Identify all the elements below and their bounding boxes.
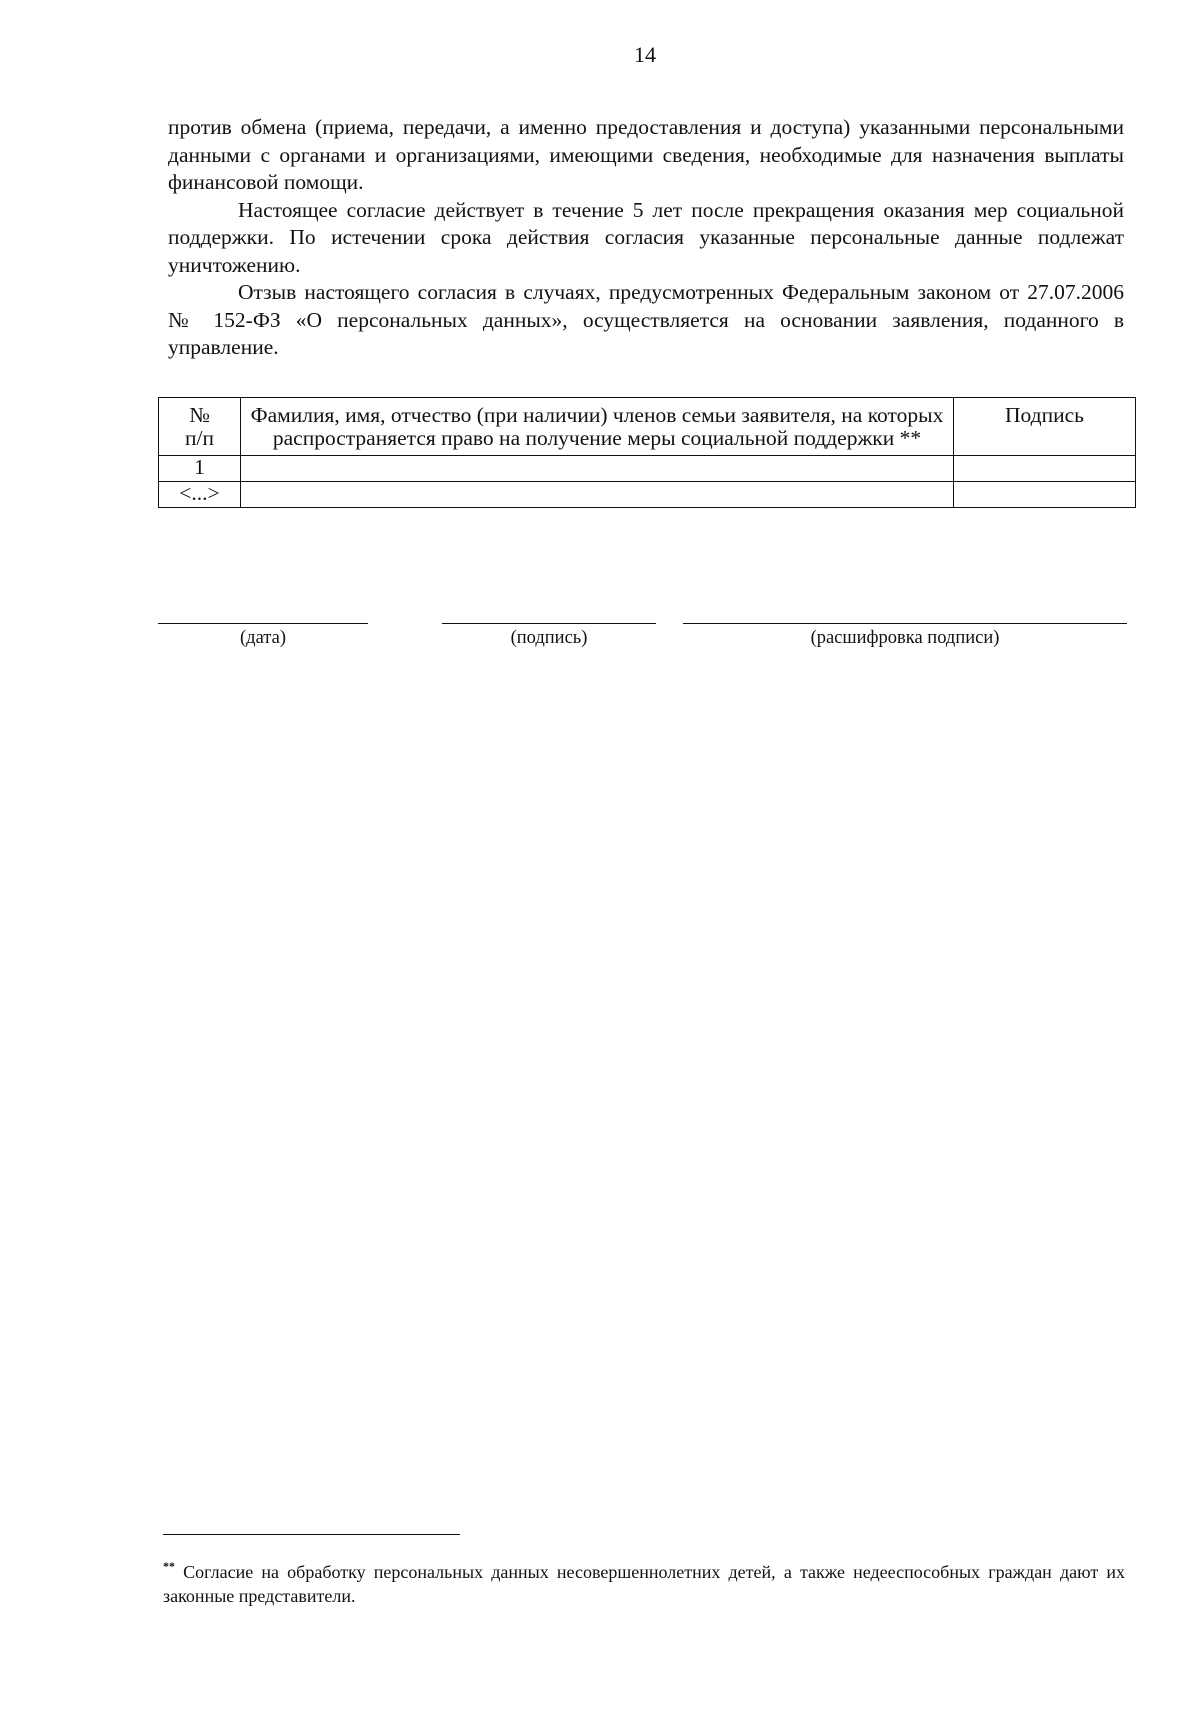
header-signature: Подпись [954, 398, 1136, 456]
table-header-row [159, 398, 1136, 456]
transcript-caption: (расшифровка подписи) [810, 628, 1000, 648]
row-signature-cell[interactable] [954, 456, 1136, 482]
paragraph-revocation: Отзыв настоящего согласия в случаях, предусмотренных Федеральным законом от 27.07.2006 № 152-ФЗ «О персональных данных», осуществляется на основании заявления, поданного в управление. [168, 280, 1124, 359]
page-number: 14 [634, 42, 656, 67]
paragraph-validity: Настоящее согласие действует в течение 5 лет после прекращения оказания мер социальной поддержки. По истечении срока действия согласия указанные персональные данные подлежат уничтожению. [168, 197, 1124, 277]
signature-caption: (подпись) [510, 628, 588, 648]
transcript-line[interactable] [683, 623, 1127, 624]
footnote-text: Согласие на обработку персональных данных несовершеннолетних детей, а также недееспособных граждан дают их законные представители. [163, 1562, 1126, 1606]
header-number: № п/п [159, 398, 241, 456]
signature-line[interactable] [442, 623, 656, 624]
date-caption: (дата) [240, 628, 286, 648]
row-number-cell: 1 [159, 456, 241, 482]
header-name: Фамилия, имя, отчество (при наличии) членов семьи заявителя, на которых распространяется право на получение меры социальной поддержки ** [241, 398, 954, 456]
family-members-table [158, 397, 1136, 508]
row-signature-cell[interactable] [954, 482, 1136, 508]
footnote [163, 1560, 1125, 1608]
body-text [168, 114, 1124, 362]
row-name-cell[interactable] [241, 456, 954, 482]
paragraph-exchange: против обмена (приема, передачи, а именно предоставления и доступа) указанными персональными данными с органами и организациями, имеющими сведения, необходимые для назначения выплаты финансовой помощи. [168, 115, 1124, 194]
date-line[interactable] [158, 623, 368, 624]
table-row [159, 456, 1136, 482]
table-row [159, 482, 1136, 508]
footnote-divider [163, 1534, 460, 1535]
row-name-cell[interactable] [241, 482, 954, 508]
row-number-cell: <...> [159, 482, 241, 508]
footnote-marker: ** [163, 1559, 175, 1573]
